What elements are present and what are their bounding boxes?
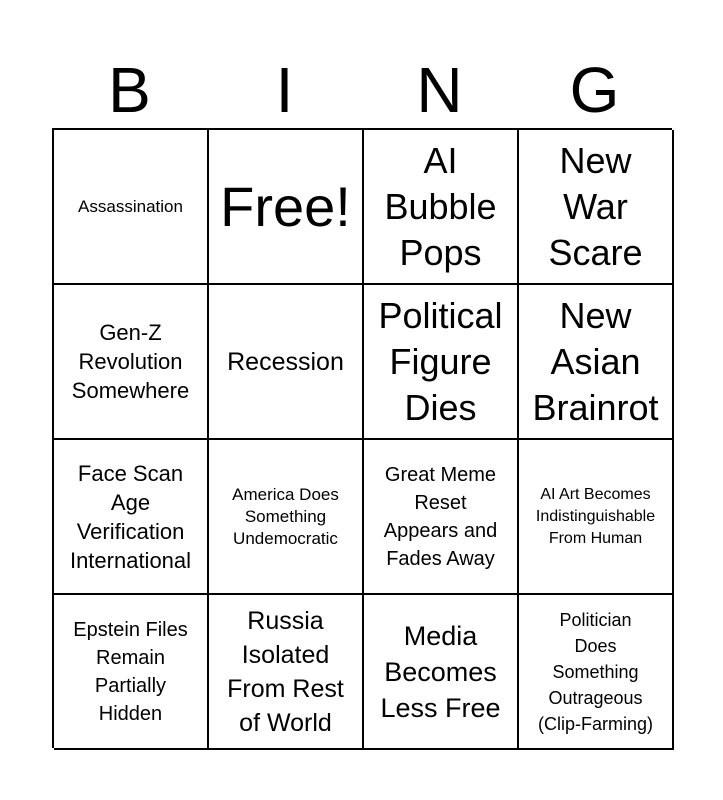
bingo-grid xyxy=(52,128,672,748)
cell-label: Gen-Z Revolution Somewhere xyxy=(71,320,190,403)
bingo-cell-gen-z-revolution[interactable] xyxy=(54,285,209,440)
cell-label: AI Art Becomes Indistinguishable From Human xyxy=(535,485,656,547)
bingo-cell-ai-art-indistinguishable[interactable] xyxy=(519,440,674,595)
cell-label: Epstein Files Remain Partially Hidden xyxy=(73,618,188,725)
cell-label: Recession xyxy=(227,347,344,376)
bingo-cell-ai-bubble-pops[interactable] xyxy=(364,130,519,285)
bingo-cell-epstein-files[interactable] xyxy=(54,595,209,750)
bingo-cell-face-scan-age-verification[interactable] xyxy=(54,440,209,595)
bingo-cell-new-asian-brainrot[interactable] xyxy=(519,285,674,440)
cell-label: Political Figure Dies xyxy=(378,294,503,428)
cell-label: AI Bubble Pops xyxy=(384,139,497,273)
bingo-cell-media-less-free[interactable] xyxy=(364,595,519,750)
bingo-cell-assassination[interactable] xyxy=(54,130,209,285)
bingo-cell-politician-outrageous[interactable] xyxy=(519,595,674,750)
bingo-cell-free-space[interactable] xyxy=(209,130,364,285)
bingo-header xyxy=(52,52,672,128)
bingo-cell-recession[interactable] xyxy=(209,285,364,440)
bingo-cell-new-war-scare[interactable] xyxy=(519,130,674,285)
cell-label: New Asian Brainrot xyxy=(532,294,659,428)
header-letter-i: I xyxy=(275,54,294,126)
bingo-cell-america-undemocratic[interactable] xyxy=(209,440,364,595)
cell-label: Free! xyxy=(220,174,351,238)
cell-label: Assassination xyxy=(78,196,183,216)
header-letter-n: N xyxy=(416,54,463,126)
cell-label: Russia Isolated From Rest of World xyxy=(227,606,344,737)
bingo-cell-great-meme-reset[interactable] xyxy=(364,440,519,595)
cell-label: New War Scare xyxy=(548,139,643,273)
cell-label: Politician Does Something Outrageous (Clip-Farming) xyxy=(537,609,653,734)
cell-label: Face Scan Age Verification International xyxy=(69,460,192,573)
cell-label: Great Meme Reset Appears and Fades Away xyxy=(383,463,498,570)
cell-label: America Does Something Undemocratic xyxy=(232,484,339,548)
header-letter-g: G xyxy=(569,54,620,126)
cell-label: Media Becomes Less Free xyxy=(380,620,501,723)
bingo-cell-political-figure-dies[interactable] xyxy=(364,285,519,440)
header-letter-b: B xyxy=(108,54,151,126)
bingo-cell-russia-isolated[interactable] xyxy=(209,595,364,750)
